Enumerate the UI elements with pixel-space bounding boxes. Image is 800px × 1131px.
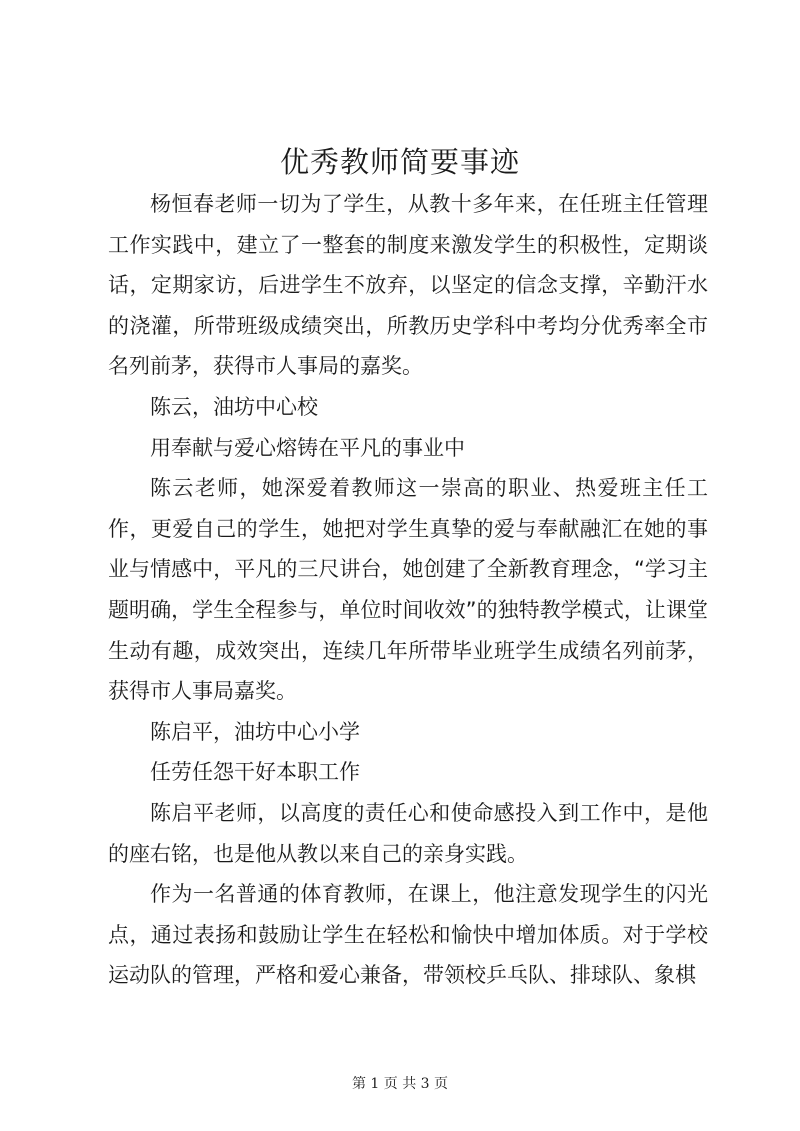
paragraph-chen-yun-heading: 用奉献与爱心熔铸在平凡的事业中 — [150, 435, 465, 460]
document-title: 优秀教师简要事迹 — [279, 145, 520, 179]
paragraph-chen-qiping-school: 陈启平，油坊中心小学 — [150, 719, 360, 744]
paragraph-chen-yun-school: 陈云，油坊中心校 — [150, 394, 318, 419]
paragraph-chen-yun-description: 陈云老师，她深爱着教师这一崇高的职业、热爱班主任工作，更爱自己的学生，她把对学生真挚的爱与奉献融汇在她的事业与情感中，平凡的三尺讲台，她创建了全新教育理念，“学习主题明确，学生全程参与，单位时间收效”的独特教学模式，让课堂生动有趣，成效突出，连续几年所带毕业班学生成绩名列前茅，获得市人事局嘉奖。 — [108, 476, 708, 704]
document-body — [108, 184, 708, 996]
paragraph-yang-hengchun: 杨恒春老师一切为了学生，从教十多年来，在任班主任管理工作实践中，建立了一整套的制度来激发学生的积极性，定期谈话，定期家访，后进学生不放弃，以坚定的信念支撑，辛勤汗水的浇灌，所带班级成绩突出，所教历史学科中考均分优秀率全市名列前茅，获得市人事局的嘉奖。 — [108, 192, 708, 379]
page-number-footer: 第 1 页 共 3 页 — [351, 1076, 449, 1092]
paragraph-chen-qiping-description: 作为一名普通的体育教师，在课上，他注意发现学生的闪光点，通过表扬和鼓励让学生在轻松和愉快中增加体质。对于学校运动队的管理，严格和爱心兼备，带领校乒乓队、排球队、象棋 — [108, 882, 708, 988]
paragraph-chen-qiping-motto: 陈启平老师，以高度的责任心和使命感投入到工作中，是他的座右铭，也是他从教以来自己的亲身实践。 — [108, 800, 708, 866]
paragraph-chen-qiping-heading: 任劳任怨干好本职工作 — [150, 760, 360, 785]
